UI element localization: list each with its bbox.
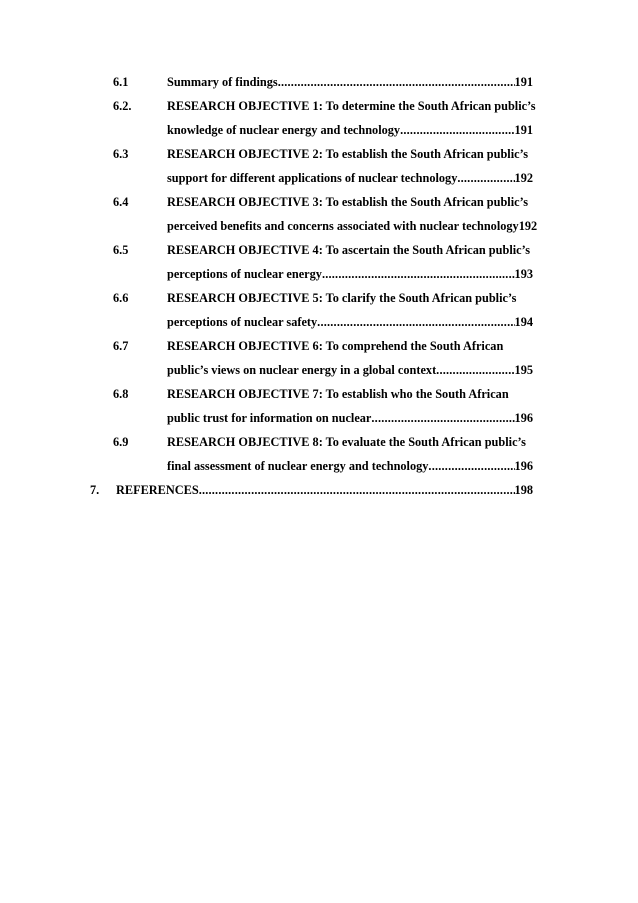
toc-entry-title-cont: support for different applications of nuclear technology: [167, 171, 458, 185]
toc-line: [0, 142, 638, 166]
toc-entry-title-line: [167, 70, 533, 94]
toc-entry-title: RESEARCH OBJECTIVE 6: To comprehend the South African: [167, 339, 504, 353]
toc-entry-page: 196: [514, 411, 533, 425]
toc-entry-title-line: [167, 166, 533, 190]
toc-entry-title-line: [167, 406, 533, 430]
toc-entry-title: REFERENCES: [116, 483, 199, 497]
toc-entry-title: RESEARCH OBJECTIVE 3: To establish the South African public’s: [167, 195, 529, 209]
toc-entry-6-2[interactable]: [0, 94, 638, 142]
toc-entry-title-line: [167, 454, 533, 478]
toc-line: [0, 70, 638, 94]
toc-entry-title-cont: public trust for information on nuclear: [167, 411, 372, 425]
toc-line: [0, 478, 638, 502]
toc-dot-leader: [199, 478, 515, 502]
toc-entry-page: 193: [514, 267, 533, 281]
toc-entry-title-line: [167, 358, 533, 382]
toc-dot-leader: [400, 118, 514, 142]
toc-entry-number: 6.5: [113, 243, 129, 257]
toc-entry-title: RESEARCH OBJECTIVE 8: To evaluate the South African public’s: [167, 435, 526, 449]
toc-dot-leader: [457, 166, 514, 190]
toc-dot-leader: [436, 358, 514, 382]
toc-entry-title-cont: perceptions of nuclear safety: [167, 315, 318, 329]
toc-dot-leader: [278, 70, 515, 94]
toc-entry-page: 192: [518, 219, 538, 233]
toc-entry-title-line: [167, 310, 533, 334]
toc-entry-references[interactable]: [0, 478, 638, 502]
toc-entry-title-cont: public’s views on nuclear energy in a global context: [167, 363, 437, 377]
toc-line: [0, 238, 638, 262]
table-of-contents: [0, 70, 638, 502]
toc-line: [0, 406, 638, 430]
toc-entry-page: 194: [514, 315, 533, 329]
toc-line: [0, 94, 638, 118]
toc-entry-number: 6.9: [113, 435, 129, 449]
toc-entry-number: 6.6: [113, 291, 129, 305]
toc-entry-page: 191: [514, 123, 533, 137]
toc-dot-leader: [428, 454, 514, 478]
toc-entry-title: RESEARCH OBJECTIVE 2: To establish the South African public’s: [167, 147, 529, 161]
toc-entry-title: Summary of findings: [167, 75, 278, 89]
toc-entry-6-1[interactable]: [0, 70, 638, 94]
toc-entry-6-3[interactable]: [0, 142, 638, 190]
toc-line: [0, 310, 638, 334]
toc-entry-title: RESEARCH OBJECTIVE 5: To clarify the South African public’s: [167, 291, 517, 305]
toc-entry-title-line: [167, 262, 533, 286]
toc-entry-6-9[interactable]: [0, 430, 638, 478]
toc-entry-title-cont: perceived benefits and concerns associated with nuclear technology: [167, 219, 519, 233]
toc-entry-title-cont: knowledge of nuclear energy and technology: [167, 123, 401, 137]
toc-entry-6-5[interactable]: [0, 238, 638, 286]
toc-entry-number: 6.4: [113, 195, 129, 209]
toc-line: [0, 334, 638, 358]
toc-line: [0, 118, 638, 142]
toc-line: [0, 190, 638, 214]
toc-entry-page: 196: [514, 459, 533, 473]
toc-entry-6-8[interactable]: [0, 382, 638, 430]
toc-dot-leader: [371, 406, 514, 430]
toc-line: [0, 454, 638, 478]
toc-entry-title-cont: final assessment of nuclear energy and technology: [167, 459, 429, 473]
toc-entry-page: 195: [514, 363, 533, 377]
toc-entry-title-line: [116, 478, 533, 502]
toc-dot-leader: [317, 310, 514, 334]
toc-entry-6-6[interactable]: [0, 286, 638, 334]
toc-line: [0, 382, 638, 406]
toc-entry-6-7[interactable]: [0, 334, 638, 382]
toc-line: [0, 286, 638, 310]
toc-entry-page: 191: [514, 75, 533, 89]
toc-entry-title: RESEARCH OBJECTIVE 4: To ascertain the South African public’s: [167, 243, 531, 257]
toc-entry-number: 6.3: [113, 147, 129, 161]
toc-entry-number: 6.7: [113, 339, 129, 353]
toc-entry-title-line: [167, 214, 538, 238]
toc-line: [0, 166, 638, 190]
toc-line: [0, 358, 638, 382]
toc-entry-number: 6.1: [113, 75, 129, 89]
toc-entry-6-4[interactable]: [0, 190, 638, 238]
toc-dot-leader: [322, 262, 515, 286]
toc-entry-number: 7.: [90, 483, 100, 497]
toc-line: [0, 214, 638, 238]
toc-entry-title: RESEARCH OBJECTIVE 7: To establish who the South African: [167, 387, 509, 401]
toc-entry-number: 6.8: [113, 387, 129, 401]
toc-entry-number: 6.2.: [113, 99, 132, 113]
toc-entry-title: RESEARCH OBJECTIVE 1: To determine the South African public’s: [167, 99, 536, 113]
toc-entry-page: 198: [514, 483, 533, 497]
toc-line: [0, 430, 638, 454]
toc-entry-title-cont: perceptions of nuclear energy: [167, 267, 322, 281]
toc-entry-title-line: [167, 118, 533, 142]
toc-line: [0, 262, 638, 286]
toc-entry-page: 192: [514, 171, 533, 185]
